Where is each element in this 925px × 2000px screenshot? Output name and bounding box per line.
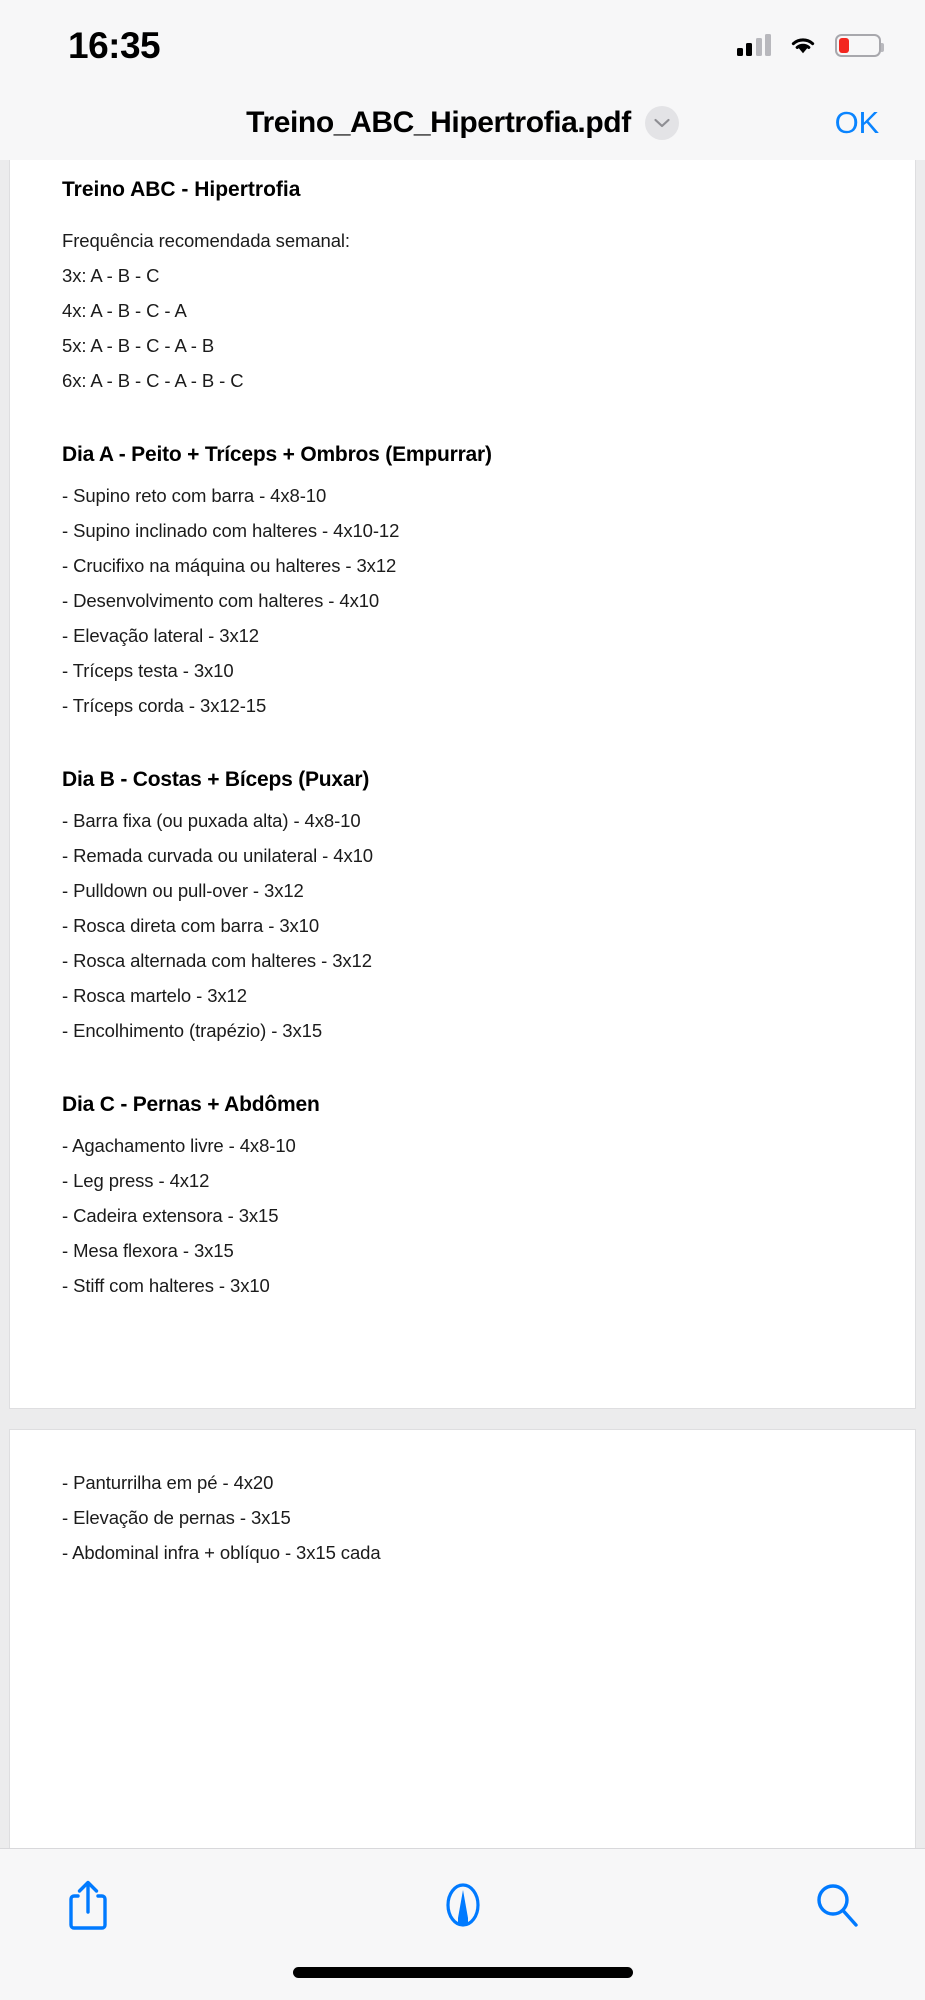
toolbar-actions xyxy=(0,1849,925,1937)
exercise-item: - Agachamento livre - 4x8-10 xyxy=(62,1135,296,1156)
exercise-item: - Rosca direta com barra - 3x10 xyxy=(62,915,320,936)
exercise-item: - Desenvolvimento com halteres - 4x10 xyxy=(62,590,380,611)
section-heading-dia-c: Dia C - Pernas + Abdômen xyxy=(62,1093,320,1116)
exercise-item: - Crucifixo na máquina ou halteres - 3x12 xyxy=(62,555,397,576)
status-bar xyxy=(0,0,925,86)
pdf-page-2 xyxy=(10,1430,915,1863)
frequency-line: 3x: A - B - C xyxy=(62,265,160,286)
frequency-label: Frequência recomendada semanal: xyxy=(62,230,350,251)
exercise-item: - Supino reto com barra - 4x8-10 xyxy=(62,485,327,506)
done-button[interactable]: OK xyxy=(834,105,879,140)
frequency-line: 4x: A - B - C - A xyxy=(62,300,187,321)
exercise-item: - Barra fixa (ou puxada alta) - 4x8-10 xyxy=(62,810,361,831)
clipped-document-title: Treino ABC - Hipertrofia xyxy=(62,178,301,201)
home-indicator xyxy=(293,1967,633,1978)
exercise-item: - Rosca martelo - 3x12 xyxy=(62,985,247,1006)
frequency-line: 5x: A - B - C - A - B xyxy=(62,335,215,356)
chevron-down-icon[interactable] xyxy=(645,106,679,140)
exercise-item: - Remada curvada ou unilateral - 4x10 xyxy=(62,845,373,866)
exercise-item: - Leg press - 4x12 xyxy=(62,1170,210,1191)
cellular-signal-icon xyxy=(737,34,772,56)
document-scroll-area[interactable] xyxy=(0,160,925,1848)
exercise-item: - Elevação de pernas - 3x15 xyxy=(62,1507,291,1528)
exercise-item: - Encolhimento (trapézio) - 3x15 xyxy=(62,1020,323,1041)
exercise-item: - Tríceps corda - 3x12-15 xyxy=(62,695,267,716)
frequency-line: 6x: A - B - C - A - B - C xyxy=(62,370,244,391)
section-heading-dia-b: Dia B - Costas + Bíceps (Puxar) xyxy=(62,768,370,791)
markup-pen-icon[interactable] xyxy=(431,1873,495,1937)
exercise-item: - Panturrilha em pé - 4x20 xyxy=(62,1472,274,1493)
pdf-page-1 xyxy=(10,160,915,1408)
exercise-item: - Mesa flexora - 3x15 xyxy=(62,1240,234,1261)
exercise-item: - Tríceps testa - 3x10 xyxy=(62,660,234,681)
document-title-group xyxy=(246,106,679,140)
page-title: Treino_ABC_Hipertrofia.pdf xyxy=(246,106,631,139)
exercise-item: - Stiff com halteres - 3x10 xyxy=(62,1275,270,1296)
status-time: 16:35 xyxy=(68,24,161,66)
exercise-item: - Pulldown ou pull-over - 3x12 xyxy=(62,880,304,901)
exercise-item: - Rosca alternada com halteres - 3x12 xyxy=(62,950,372,971)
exercise-item: - Abdominal infra + oblíquo - 3x15 cada xyxy=(62,1542,381,1563)
bottom-toolbar xyxy=(0,1848,925,2000)
wifi-icon xyxy=(788,34,818,56)
section-heading-dia-a: Dia A - Peito + Tríceps + Ombros (Empurrar) xyxy=(62,443,492,466)
navigation-bar xyxy=(0,86,925,160)
exercise-item: - Cadeira extensora - 3x15 xyxy=(62,1205,279,1226)
exercise-item: - Supino inclinado com halteres - 4x10-12 xyxy=(62,520,400,541)
status-indicators xyxy=(737,34,882,57)
search-icon[interactable] xyxy=(805,1873,869,1937)
battery-low-icon xyxy=(835,34,881,57)
exercise-item: - Elevação lateral - 3x12 xyxy=(62,625,259,646)
share-icon[interactable] xyxy=(56,1873,120,1937)
